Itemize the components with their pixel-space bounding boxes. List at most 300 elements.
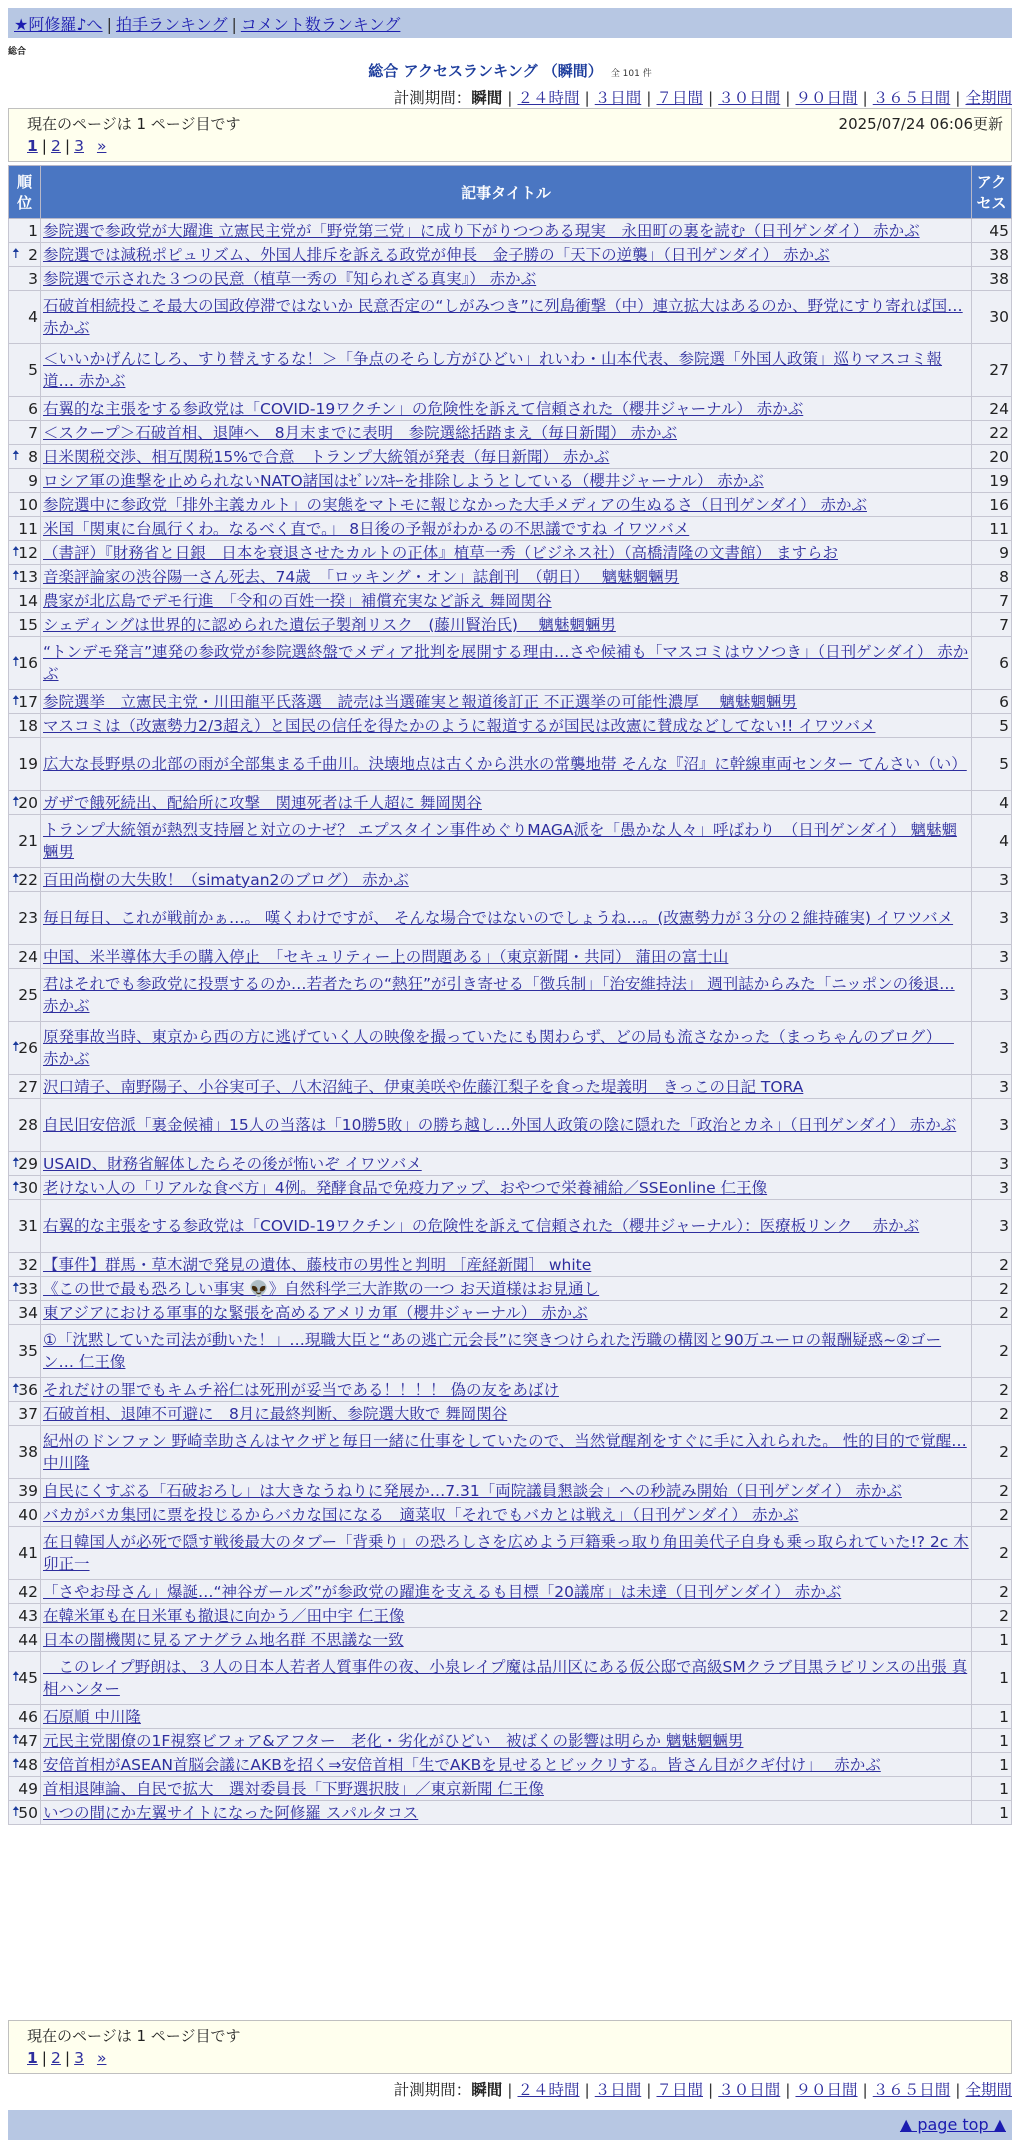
- article-link[interactable]: 沢口靖子、南野陽子、小谷実可子、八木沼純子、伊東美咲や佐藤江梨子を食った堤義明 きっこの日記 TORA: [43, 1077, 804, 1096]
- table-row: [9, 1301, 1012, 1325]
- article-link[interactable]: 安倍首相がASEAN首脳会議にAKBを招く⇒安倍首相「生でAKBを見せるとビックリする。皆さん目がクギ付け」 赤かぶ: [43, 1755, 881, 1774]
- table-row: [9, 565, 1012, 589]
- rank-number: 8: [28, 447, 38, 466]
- access-count: 3: [972, 945, 1012, 969]
- rank-cell: [9, 1277, 41, 1301]
- article-link[interactable]: 「さやお母さん」爆誕…“神谷ガールズ”が参政党の躍進を支えるも目標「20議席」は未達（日刊ゲンダイ） 赤かぶ: [43, 1582, 842, 1601]
- table-row: [9, 445, 1012, 469]
- rank-number: 49: [18, 1779, 38, 1798]
- rank-number: 47: [18, 1731, 38, 1750]
- title-cell: [41, 1277, 972, 1301]
- access-count: 2: [972, 1503, 1012, 1527]
- article-link[interactable]: 自民にくすぶる「石破おろし」は大きなうねりに発展か…7.31「両院議員懇談会」への秒読み開始（日刊ゲンダイ） 赤かぶ: [43, 1481, 902, 1500]
- table-row: [9, 1705, 1012, 1729]
- article-link[interactable]: いつの間にか左翼サイトになった阿修羅 スパルタコス: [43, 1803, 419, 1822]
- page-separator: |: [41, 2049, 48, 2067]
- period-current: 瞬間: [471, 89, 503, 107]
- page-separator: [88, 137, 93, 155]
- access-count: 3: [972, 1200, 1012, 1253]
- rank-cell: [9, 637, 41, 690]
- rank-cell: [9, 1503, 41, 1527]
- table-row: [9, 493, 1012, 517]
- rank-cell: [9, 589, 41, 613]
- rank-cell: [9, 1176, 41, 1200]
- access-count: 2: [972, 1426, 1012, 1479]
- total-count: 全 101 件: [610, 69, 652, 79]
- table-row: [9, 291, 1012, 344]
- title-cell: [41, 1753, 972, 1777]
- rank-number: 43: [18, 1606, 38, 1625]
- rank-number: 13: [18, 567, 38, 586]
- period-link[interactable]: ３６５日間: [872, 89, 951, 107]
- access-count: 9: [972, 541, 1012, 565]
- rank-cell: [9, 1152, 41, 1176]
- rank-number: 16: [18, 654, 38, 672]
- bottom-bar: [8, 2110, 1012, 2140]
- title-cell: [41, 1099, 972, 1152]
- table-row: [9, 1200, 1012, 1253]
- access-count: 2: [972, 1301, 1012, 1325]
- article-link[interactable]: シェディングは世界的に認められた遺伝子製剤リスク (藤川賢治氏) 魑魅魍魎男: [43, 615, 616, 634]
- page-info-bottom: [8, 2020, 1012, 2074]
- access-count: 7: [972, 589, 1012, 613]
- up-arrow-icon: 🠅: [12, 793, 20, 810]
- title-cell: [41, 613, 972, 637]
- rank-number: 12: [18, 543, 38, 562]
- access-count: 6: [972, 690, 1012, 714]
- period-link[interactable]: ２４時間: [517, 2081, 580, 2099]
- period-separator: |: [584, 2081, 590, 2099]
- article-link[interactable]: ＜いいかげんにしろ、すり替えするな！＞「争点のそらし方がひどい」れいわ・山本代表、参院選「外国人政策」巡りマスコミ報道… 赤かぶ: [43, 350, 943, 390]
- title-cell: [41, 493, 972, 517]
- rank-cell: [9, 469, 41, 493]
- rank-number: 36: [18, 1380, 38, 1399]
- table-row: [9, 815, 1012, 868]
- rank-number: 29: [18, 1154, 38, 1173]
- page-separator: |: [41, 137, 48, 155]
- title-cell: [41, 1301, 972, 1325]
- access-count: 3: [972, 969, 1012, 1022]
- access-count: 3: [972, 868, 1012, 892]
- period-link[interactable]: ９０日間: [795, 89, 858, 107]
- table-row: [9, 589, 1012, 613]
- rank-cell: [9, 1753, 41, 1777]
- article-link[interactable]: 広大な長野県の北部の雨が全部集まる千曲川。決壊地点は古くから洪水の常襲地帯 そんな『沼』に幹線車両センター てんさい（い）: [43, 755, 967, 773]
- up-arrow-icon: 🠅: [12, 1755, 20, 1772]
- table-row: [9, 1604, 1012, 1628]
- table-row: [9, 945, 1012, 969]
- article-link[interactable]: 自民旧安倍派「裏金候補」15人の当落は「10勝5敗」の勝ち越し…外国人政策の陰に隠れた「政治とカネ」（日刊ゲンダイ） 赤かぶ: [43, 1116, 957, 1134]
- rank-cell: [9, 291, 41, 344]
- access-count: 2: [972, 1378, 1012, 1402]
- period-separator: |: [507, 89, 513, 107]
- page-link-current[interactable]: 1: [27, 2049, 38, 2067]
- title-cell: [41, 1580, 972, 1604]
- article-link[interactable]: 紀州のドンファン 野崎幸助さんはヤクザと毎日一緒に仕事をしていたので、当然覚醒剤をすぐに手に入れられた。 性的目的で覚醒… 中川隆: [43, 1432, 967, 1472]
- article-link[interactable]: 《この世で最も恐ろしい事実 👽》自然科学三大詐欺の一つ お天道様はお見通し: [43, 1279, 600, 1298]
- title-cell: [41, 1628, 972, 1652]
- article-link[interactable]: USAID、財務省解体したらその後が怖いぞ イワツバメ: [43, 1154, 422, 1173]
- up-arrow-icon: 🠅: [12, 1039, 20, 1055]
- table-row: [9, 1075, 1012, 1099]
- article-link[interactable]: 参院選で参政党が大躍進 立憲民主党が「野党第三党」に成り下がりつつある現実 永田町の裏を読む（日刊ゲンダイ） 赤かぶ: [43, 221, 920, 240]
- article-link[interactable]: （書評）『財務省と日銀 日本を衰退させたカルトの正体』植草一秀（ビジネス社）（高橋清隆の文書館） ますらお: [43, 543, 838, 562]
- rank-cell: [9, 243, 41, 267]
- access-count: 3: [972, 1099, 1012, 1152]
- rank-cell: [9, 791, 41, 815]
- rank-number: 30: [18, 1178, 38, 1197]
- rank-cell: [9, 1022, 41, 1075]
- table-row: [9, 868, 1012, 892]
- table-row: [9, 541, 1012, 565]
- article-link[interactable]: 参院選で示された３つの民意（植草一秀の『知られざる真実』） 赤かぶ: [43, 269, 537, 288]
- up-arrow-icon: 🠅: [12, 870, 20, 887]
- article-link[interactable]: 石原順 中川隆: [43, 1707, 141, 1726]
- home-link[interactable]: ★阿修羅♪へ: [14, 15, 103, 34]
- access-count: 7: [972, 613, 1012, 637]
- rank-cell: [9, 1253, 41, 1277]
- title-cell: [41, 892, 972, 945]
- title-cell: [41, 738, 972, 791]
- title-cell: [41, 714, 972, 738]
- access-count: 1: [972, 1705, 1012, 1729]
- article-link[interactable]: 石破首相、退陣不可避に 8月に最終判断、参院選大敗で 舞岡関谷: [43, 1404, 508, 1423]
- article-link[interactable]: ロシア軍の進撃を止められないNATO諸国はｾﾞﾚﾝｽｷｰを排除しようとしている（櫻井ジャーナル） 赤かぶ: [43, 471, 764, 490]
- period-link[interactable]: ３０日間: [718, 2081, 781, 2099]
- page-link[interactable]: »: [96, 2049, 107, 2067]
- article-link[interactable]: 参院選では減税ポピュリズム、外国人排斥を訴える政党が伸長 金子勝の「天下の逆襲」（日刊ゲンダイ） 赤かぶ: [43, 245, 830, 264]
- article-link[interactable]: 参院選挙 立憲民主党・川田龍平氏落選 読売は当選確実と報道後訂正 不正選挙の可能性濃厚 魑魅魍魎男: [43, 692, 797, 711]
- article-link[interactable]: “トンデモ発言”連発の参政党が参院選終盤でメディア批判を展開する理由…さや候補も「マスコミはウソつき」（日刊ゲンダイ） 赤かぶ: [43, 643, 969, 683]
- table-row: [9, 637, 1012, 690]
- period-link[interactable]: ７日間: [656, 89, 703, 107]
- rank-cell: [9, 892, 41, 945]
- access-count: 2: [972, 1253, 1012, 1277]
- period-separator: |: [646, 2081, 652, 2099]
- rank-cell: [9, 1729, 41, 1753]
- title-cell: [41, 791, 972, 815]
- rank-cell: [9, 1301, 41, 1325]
- access-count: 20: [972, 445, 1012, 469]
- rank-number: 2: [28, 245, 38, 264]
- article-link[interactable]: ガザで餓死続出、配給所に攻撃 関連死者は千人超に 舞岡関谷: [43, 793, 482, 812]
- title-cell: [41, 1729, 972, 1753]
- article-link[interactable]: 老けない人の「リアルな食べ方」4例。発酵食品で免疫力アップ、おやつで栄養補給／SSEonline 仁王像: [43, 1178, 768, 1197]
- title-cell: [41, 397, 972, 421]
- access-count: 8: [972, 565, 1012, 589]
- rank-cell: [9, 613, 41, 637]
- article-link[interactable]: 日米関税交渉、相互関税15%で合意 トランプ大統領が発表（毎日新聞） 赤かぶ: [43, 447, 610, 466]
- pagination: [27, 2049, 106, 2067]
- article-link[interactable]: 百田尚樹の大失敗！（simatyan2のブログ） 赤かぶ: [43, 870, 409, 889]
- article-link[interactable]: 農家が北広島でデモ行進 「令和の百姓一揆」補償充実など訴え 舞岡関谷: [43, 591, 552, 610]
- article-link[interactable]: それだけの罪でもキムチ裕仁は死刑が妥当である！！！！ 偽の友をあばけ: [43, 1380, 559, 1399]
- table-row: [9, 1022, 1012, 1075]
- table-row: [9, 1378, 1012, 1402]
- table-row: [9, 1801, 1012, 1825]
- period-link[interactable]: ２４時間: [517, 89, 580, 107]
- access-count: 6: [972, 637, 1012, 690]
- title-cell: [41, 267, 972, 291]
- access-count: 16: [972, 493, 1012, 517]
- table-row: [9, 1426, 1012, 1479]
- rank-number: 11: [18, 519, 38, 538]
- rank-number: 1: [28, 221, 38, 240]
- title-cell: [41, 1801, 972, 1825]
- page-link[interactable]: 2: [51, 137, 61, 155]
- rank-cell: [9, 493, 41, 517]
- rank-number: 15: [18, 615, 38, 634]
- access-count: 1: [972, 1729, 1012, 1753]
- page-link-current[interactable]: 1: [27, 137, 38, 155]
- rank-cell: [9, 815, 41, 868]
- period-selector-bottom: [394, 2078, 1012, 2100]
- title-cell: [41, 868, 972, 892]
- rank-cell: [9, 541, 41, 565]
- title-cell: [41, 517, 972, 541]
- up-arrow-icon: 🠅: [12, 1803, 20, 1820]
- rank-cell: [9, 565, 41, 589]
- article-link[interactable]: 米国「関東に台風行くわ。なるべく直で。」 8日後の予報がわかるの不思議ですね イワツバメ: [43, 519, 690, 538]
- title-cell: [41, 1075, 972, 1099]
- table-row: [9, 969, 1012, 1022]
- access-count: 38: [972, 267, 1012, 291]
- article-link[interactable]: バカがバカ集団に票を投じるからバカな国になる 適菜収「それでもバカとは戦え」（日刊ゲンダイ） 赤かぶ: [43, 1505, 799, 1524]
- table-row: [9, 1176, 1012, 1200]
- access-count: 1: [972, 1801, 1012, 1825]
- title-cell: [41, 1253, 972, 1277]
- period-link[interactable]: ７日間: [656, 2081, 703, 2099]
- rank-cell: [9, 1200, 41, 1253]
- access-count: 4: [972, 815, 1012, 868]
- comment-ranking-link[interactable]: コメント数ランキング: [240, 15, 401, 34]
- access-count: 2: [972, 1277, 1012, 1301]
- period-separator: |: [862, 2081, 868, 2099]
- title-cell: [41, 1402, 972, 1426]
- period-separator: |: [708, 89, 714, 107]
- title-cell: [41, 421, 972, 445]
- up-arrow-icon: 🠅: [12, 1731, 20, 1748]
- up-arrow-icon: 🠅: [12, 1178, 20, 1195]
- title-cell: [41, 219, 972, 243]
- rank-cell: [9, 1099, 41, 1152]
- rank-number: 27: [18, 1077, 38, 1096]
- rank-cell: [9, 421, 41, 445]
- table-row: [9, 1479, 1012, 1503]
- rank-number: 25: [18, 986, 38, 1004]
- title-cell: [41, 969, 972, 1022]
- article-link[interactable]: ①「沈黙していた司法が動いた！」…現職大臣と“あの逃亡元会長”に突きつけられた汚職の構図と90万ユーロの報酬疑惑~②ゴーン… 仁王像: [43, 1331, 942, 1371]
- rank-cell: [9, 1378, 41, 1402]
- table-row: [9, 517, 1012, 541]
- rank-number: 3: [28, 269, 38, 288]
- access-count: 2: [972, 1402, 1012, 1426]
- article-link[interactable]: マスコミは（改憲勢力2/3超え）と国民の信任を得たかのように報道するが国民は改憲に賛成などしてない!! イワツバメ: [43, 716, 876, 735]
- table-row: [9, 714, 1012, 738]
- period-link[interactable]: ３６５日間: [872, 2081, 951, 2099]
- article-link[interactable]: 首相退陣論、自民で拡大 選対委員長「下野選択肢」／東京新聞 仁王像: [43, 1779, 544, 1798]
- rank-cell: [9, 1402, 41, 1426]
- rank-number: 32: [18, 1255, 38, 1274]
- page-separator: |: [64, 2049, 71, 2067]
- article-link[interactable]: 東アジアにおける軍事的な緊張を高めるアメリカ軍（櫻井ジャーナル） 赤かぶ: [43, 1303, 588, 1322]
- rank-number: 10: [18, 495, 38, 514]
- access-count: 3: [972, 892, 1012, 945]
- page-link[interactable]: 2: [51, 2049, 61, 2067]
- table-row: [9, 1652, 1012, 1705]
- period-link[interactable]: 全期間: [965, 2081, 1012, 2099]
- article-link[interactable]: 毎日毎日、これが戦前かぁ…。 嘆くわけですが、 そんな場合ではないのでしょうね…。(改憲勢力が３分の２維持確実) イワツバメ: [43, 909, 954, 927]
- table-row: [9, 1580, 1012, 1604]
- article-link[interactable]: 元民主党閣僚の1F視察ビフォア&アフター 老化・劣化がひどい 被ばくの影響は明らか 魑魅魍魎男: [43, 1731, 744, 1750]
- access-count: 2: [972, 1479, 1012, 1503]
- title-cell: [41, 1777, 972, 1801]
- access-count: 1: [972, 1777, 1012, 1801]
- period-separator: |: [862, 89, 868, 107]
- rank-number: 21: [18, 832, 38, 850]
- access-header: アクセス: [972, 166, 1012, 219]
- article-link[interactable]: 原発事故当時、東京から西の方に逃げていく人の映像を撮っていたにも関わらず、どの局も流さなかった（まっちゃんのブログ） 赤かぶ: [43, 1028, 954, 1068]
- page-link[interactable]: 3: [74, 137, 85, 155]
- ranking-table: [8, 165, 1012, 1825]
- table-row: [9, 1527, 1012, 1580]
- article-link[interactable]: 参院選中に参政党「排外主義カルト」の実態をマトモに報じなかった大手メディアの生ぬるさ（日刊ゲンダイ） 赤かぶ: [43, 495, 867, 514]
- page-link[interactable]: 3: [74, 2049, 85, 2067]
- table-row: [9, 1402, 1012, 1426]
- up-arrow-icon: 🠅: [12, 1154, 20, 1171]
- table-row: [9, 344, 1012, 397]
- title-cell: [41, 344, 972, 397]
- table-row: [9, 1152, 1012, 1176]
- article-link[interactable]: 日本の闇機関に見るアナグラム地名群 不思議な一致: [43, 1630, 404, 1649]
- table-row: [9, 243, 1012, 267]
- title-cell: [41, 589, 972, 613]
- rank-number: 22: [18, 870, 38, 889]
- title-cell: [41, 469, 972, 493]
- rank-cell: [9, 1801, 41, 1825]
- table-row: [9, 1753, 1012, 1777]
- access-count: 2: [972, 1604, 1012, 1628]
- access-count: 2: [972, 1325, 1012, 1378]
- rank-cell: [9, 1705, 41, 1729]
- title-cell: [41, 1652, 972, 1705]
- period-selector-top: [394, 86, 1012, 108]
- current-page-text: 現在のページは 1 ページ目です: [27, 115, 241, 133]
- table-row: [9, 1253, 1012, 1277]
- article-link[interactable]: このレイプ野朗は、３人の日本人若者人質事件の夜、小泉レイプ魔は品川区にある仮公邸で高級SMクラブ目黒ラビリンスの出張 真相ハンター: [43, 1658, 968, 1698]
- rank-cell: [9, 445, 41, 469]
- table-row: [9, 469, 1012, 493]
- rank-number: 6: [28, 399, 38, 418]
- page-title-row: [0, 60, 1020, 81]
- article-link[interactable]: ＜スクープ＞石破首相、退陣へ 8月末までに表明 参院選総括踏まえ（毎日新聞） 赤かぶ: [43, 423, 678, 442]
- rank-cell: [9, 690, 41, 714]
- access-count: 5: [972, 714, 1012, 738]
- updated-timestamp: 2025/07/24 06:06更新: [838, 115, 1003, 133]
- page-separator: [88, 2049, 93, 2067]
- up-arrow-icon: 🠅: [12, 567, 20, 584]
- rank-number: 33: [18, 1279, 38, 1298]
- period-link[interactable]: ３０日間: [718, 89, 781, 107]
- title-cell: [41, 1604, 972, 1628]
- article-link[interactable]: 中国、米半導体大手の購入停止 「セキュリティー上の問題ある」（東京新聞・共同） 蒲田の富士山: [43, 947, 729, 966]
- period-link[interactable]: 全期間: [965, 89, 1012, 107]
- up-arrow-icon: 🠅: [12, 692, 20, 709]
- page-link[interactable]: »: [96, 137, 107, 155]
- access-count: 3: [972, 1022, 1012, 1075]
- category-label: 総合: [8, 47, 27, 57]
- access-count: 3: [972, 1176, 1012, 1200]
- up-arrow-icon: 🠅: [12, 543, 20, 560]
- rank-number: 35: [18, 1342, 38, 1360]
- title-cell: [41, 637, 972, 690]
- title-cell: [41, 1325, 972, 1378]
- rank-number: 48: [18, 1755, 38, 1774]
- page-top-link[interactable]: ▲ page top ▲: [899, 2115, 1006, 2134]
- period-link[interactable]: ９０日間: [795, 2081, 858, 2099]
- access-count: 22: [972, 421, 1012, 445]
- article-link[interactable]: 石破首相続投こそ最大の国政停滞ではないか 民意否定の“しがみつき”に列島衝撃（中）連立拡大はあるのか、野党にすり寄れば国… 赤かぶ: [43, 297, 963, 337]
- period-label: 計測期間：: [393, 2081, 472, 2099]
- clap-ranking-link[interactable]: 拍手ランキング: [115, 15, 228, 34]
- article-link[interactable]: トランプ大統領が熱烈支持層と対立のナゼ？ エプスタイン事件めぐりMAGA派を「愚かな人々」呼ばわり （日刊ゲンダイ） 魑魅魍魎男: [43, 821, 957, 861]
- pagination: [27, 137, 106, 155]
- rank-number: 18: [18, 716, 38, 735]
- rank-cell: [9, 868, 41, 892]
- period-link[interactable]: ３日間: [594, 89, 642, 107]
- article-link[interactable]: 右翼的な主張をする参政党は「COVID-19ワクチン」の危険性を訴えて信頼された（櫻井ジャーナル）：医療板リンク 赤かぶ: [43, 1217, 920, 1235]
- period-separator: |: [785, 89, 791, 107]
- period-separator: |: [785, 2081, 791, 2099]
- article-link[interactable]: 【事件】群馬・草木湖で発見の遺体、藤枝市の男性と判明 ［産経新聞］ white: [43, 1255, 592, 1274]
- article-link[interactable]: 在韓米軍も在日米軍も撤退に向かう／田中宇 仁王像: [43, 1606, 405, 1625]
- period-separator: |: [955, 89, 961, 107]
- rank-number: 41: [18, 1544, 38, 1562]
- rank-number: 39: [18, 1481, 38, 1500]
- article-link[interactable]: 君はそれでも参政党に投票するのか…若者たちの“熱狂”が引き寄せる「徴兵制」「治安維持法」 週刊誌からみた「ニッポンの後退… 赤かぶ: [43, 975, 955, 1015]
- rank-number: 50: [18, 1803, 38, 1822]
- period-link[interactable]: ３日間: [594, 2081, 642, 2099]
- rank-cell: [9, 1652, 41, 1705]
- table-row: [9, 892, 1012, 945]
- period-current: 瞬間: [471, 2081, 503, 2099]
- table-row: [9, 1099, 1012, 1152]
- title-header: 記事タイトル: [41, 166, 972, 219]
- rank-number: 45: [18, 1669, 38, 1687]
- title-cell: [41, 690, 972, 714]
- title-cell: [41, 291, 972, 344]
- rank-number: 24: [18, 947, 38, 966]
- title-cell: [41, 945, 972, 969]
- rank-cell: [9, 945, 41, 969]
- article-link[interactable]: 音楽評論家の渋谷陽一さん死去、74歳 「ロッキング・オン」誌創刊 （朝日） 魑魅魍魎男: [43, 567, 680, 586]
- title-cell: [41, 243, 972, 267]
- article-link[interactable]: 在日韓国人が必死で隠す戦後最大のタブー「背乗り」の恐ろしさを広めよう戸籍乗っ取り角田美代子自身も乗っ取られていた!? 2c 木卯正一: [43, 1533, 969, 1573]
- up-arrow-icon: 🠅: [12, 1669, 20, 1685]
- rank-number: 44: [18, 1630, 38, 1649]
- rank-number: 34: [18, 1303, 38, 1322]
- period-separator: |: [507, 2081, 513, 2099]
- access-count: 11: [972, 517, 1012, 541]
- rank-header: 順位: [9, 166, 41, 219]
- table-row: [9, 397, 1012, 421]
- rank-cell: [9, 344, 41, 397]
- article-link[interactable]: 右翼的な主張をする参政党は「COVID-19ワクチン」の危険性を訴えて信頼された（櫻井ジャーナル） 赤かぶ: [43, 399, 804, 418]
- rank-number: 26: [18, 1039, 38, 1057]
- table-row: [9, 613, 1012, 637]
- table-row: [9, 1628, 1012, 1652]
- access-count: 30: [972, 291, 1012, 344]
